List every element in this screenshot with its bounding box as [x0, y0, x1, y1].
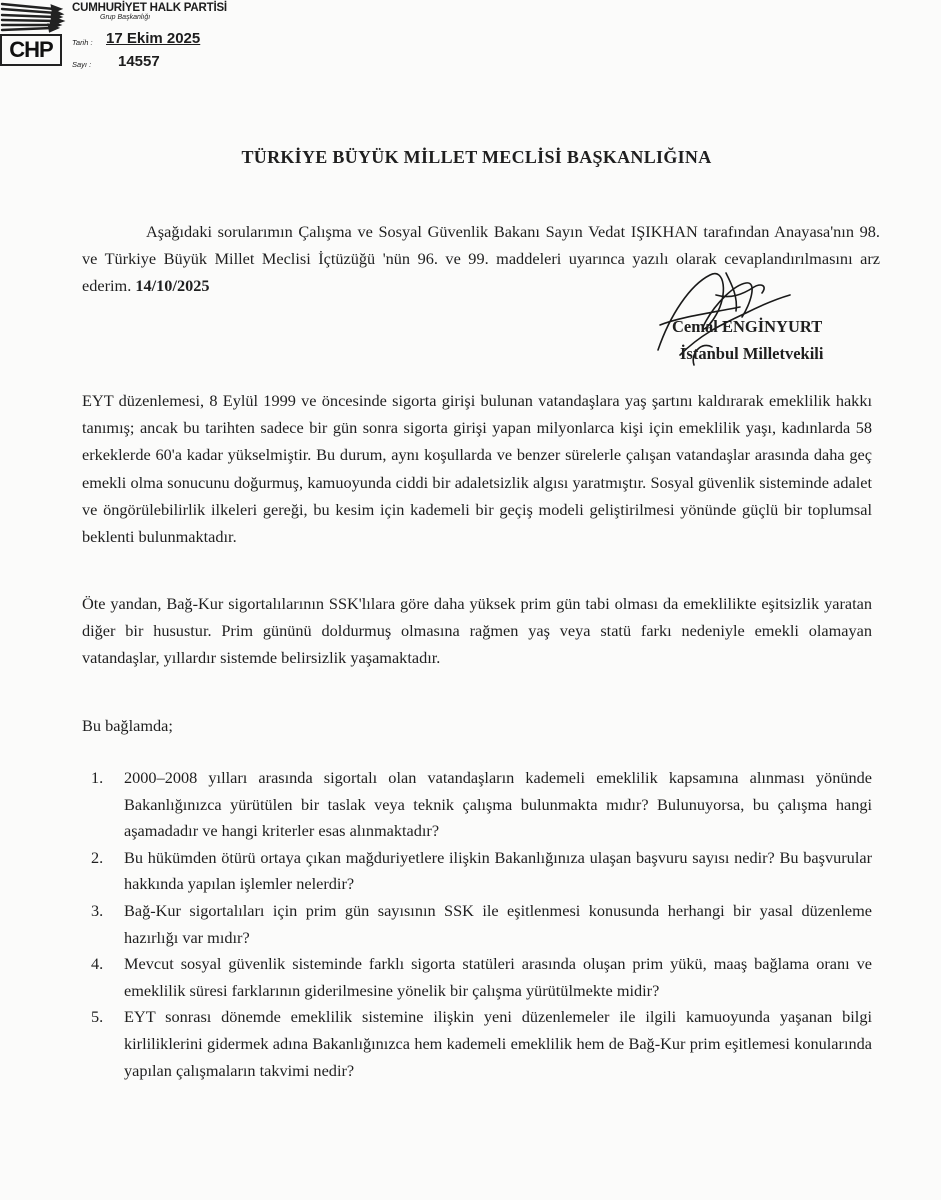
stamp-number-row [72, 53, 160, 70]
office-name: Grup Başkanlığı [100, 14, 151, 21]
question-text: 2000–2008 yılları arasında sigortalı olan vatandaşların kademeli emeklilik kapsamına alınması yönünde Bakanlığınızca yürütülen bir taslak veya teknik çalışma bulunmakta mıdır? Bulunuyorsa, bu çalışma hangi aşamadadır ve hangi kriterler esas alınmaktadır? [124, 768, 872, 841]
question-text: Bu hükümden ötürü ortaya çıkan mağduriyetlere ilişkin Bakanlığınıza ulaşan başvuru sayısı nedir? Bu başvurular hakkında yapılan işlemler nelerdir? [124, 847, 872, 894]
question-list [82, 765, 872, 1084]
body-paragraph: Öte yandan, Bağ-Kur sigortalılarının SSK'lılara göre daha yüksek prim gün tabi olması da emeklilikte eşitsizlik yaratan diğer bir husustur. Prim gününü doldurmuş olmasına rağmen yaş veya statü farkı nedeniyle emekli olamayan vatandaşlar, yıllardır sistemde belirsizlik yaşamaktadır. [82, 594, 872, 668]
list-item [82, 898, 872, 951]
question-text: EYT sonrası dönemde emeklilik sistemine ilişkin yeni düzenlemeler ile ilgili kamuoyunda yaşanan bilgi kirliliklerini gidermek adına Bakanlığınızca hem kademeli emeklilik hem de Bağ-Kur prim eşitlemesi konularında yapılan çalışmaların takvimi nedir? [124, 1007, 872, 1080]
six-arrows-icon [0, 0, 66, 36]
registry-stamp [72, 2, 227, 70]
document-title: TÜRKİYE BÜYÜK MİLLET MECLİSİ BAŞKANLIĞINA [241, 147, 712, 167]
number-value: 14557 [118, 53, 160, 70]
question-number: 4. [91, 954, 104, 974]
body-paragraph: Bu bağlamda; [82, 716, 173, 735]
intro-date: 14/10/2025 [135, 276, 210, 295]
question-number: 2. [91, 847, 104, 867]
signature-block [672, 313, 872, 367]
list-item [82, 951, 872, 1004]
party-name: CUMHURİYET HALK PARTİSİ [72, 2, 227, 14]
date-label: Tarih : [72, 38, 93, 47]
date-value: 17 Ekim 2025 [106, 30, 201, 47]
list-item [82, 765, 872, 845]
intro-paragraph [82, 218, 880, 299]
stamp-date-row [72, 30, 201, 47]
question-text: Bağ-Kur sigortalıları için prim gün sayısının SSK ile eşitlenmesi konusunda herhangi bir yasal düzenleme hazırlığı var mıdır? [124, 900, 872, 947]
question-number: 3. [91, 900, 104, 920]
signatory-name: Cemal ENGİNYURT [672, 317, 823, 336]
number-label: Sayı : [72, 60, 92, 69]
question-number: 5. [91, 1007, 104, 1027]
body-paragraph: EYT düzenlemesi, 8 Eylül 1999 ve öncesinde sigorta girişi bulunan vatandaşlara yaş şartını kaldırarak emeklilik hakkı tanımış; ancak bu tarihten sadece bir gün sonra sigorta girişi yapan milyonlarca kişi için emeklilik yaşı, kadınlarda 58 erkeklerde 60'a kadar yükselmiştir. Bu durum, aynı koşullarda ve benzer sürelerle çalışan vatandaşlar arasında daha geç emekli olma sonucunu doğurmuş, kamuoyunda ciddi bir adaletsizlik algısı yaratmıştır. Sosyal güvenlik sisteminde adalet ve öngörülebilirlik ilkeleri gereği, bu kesim için kademeli bir geçiş modeli geliştirilmesi yönünde güçlü bir toplumsal beklenti bulunmaktadır. [82, 391, 872, 547]
intro-text: Aşağıdaki sorularımın Çalışma ve Sosyal Güvenlik Bakanı Sayın Vedat IŞIKHAN tarafından Anayasa'nın 98. ve Türkiye Büyük Millet Meclisi İçtüzüğü 'nün 96. ve 99. maddeleri uyarınca yazılı olarak cevaplandırılmasını arz ederim. [82, 222, 880, 295]
logo-text: CHP [0, 34, 62, 66]
chp-logo [0, 0, 66, 72]
question-number: 1. [91, 768, 104, 787]
list-item [82, 1004, 872, 1084]
signatory-title: İstanbul Milletvekili [680, 344, 824, 363]
list-item [82, 845, 872, 898]
question-text: Mevcut sosyal güvenlik sisteminde farklı sigorta statüleri arasında oluşan prim yükü, maaş bağlama oranı ve emeklilik süresi farklarının giderilmesine yönelik bir çalışma yürütülmekte midir? [124, 954, 872, 1000]
